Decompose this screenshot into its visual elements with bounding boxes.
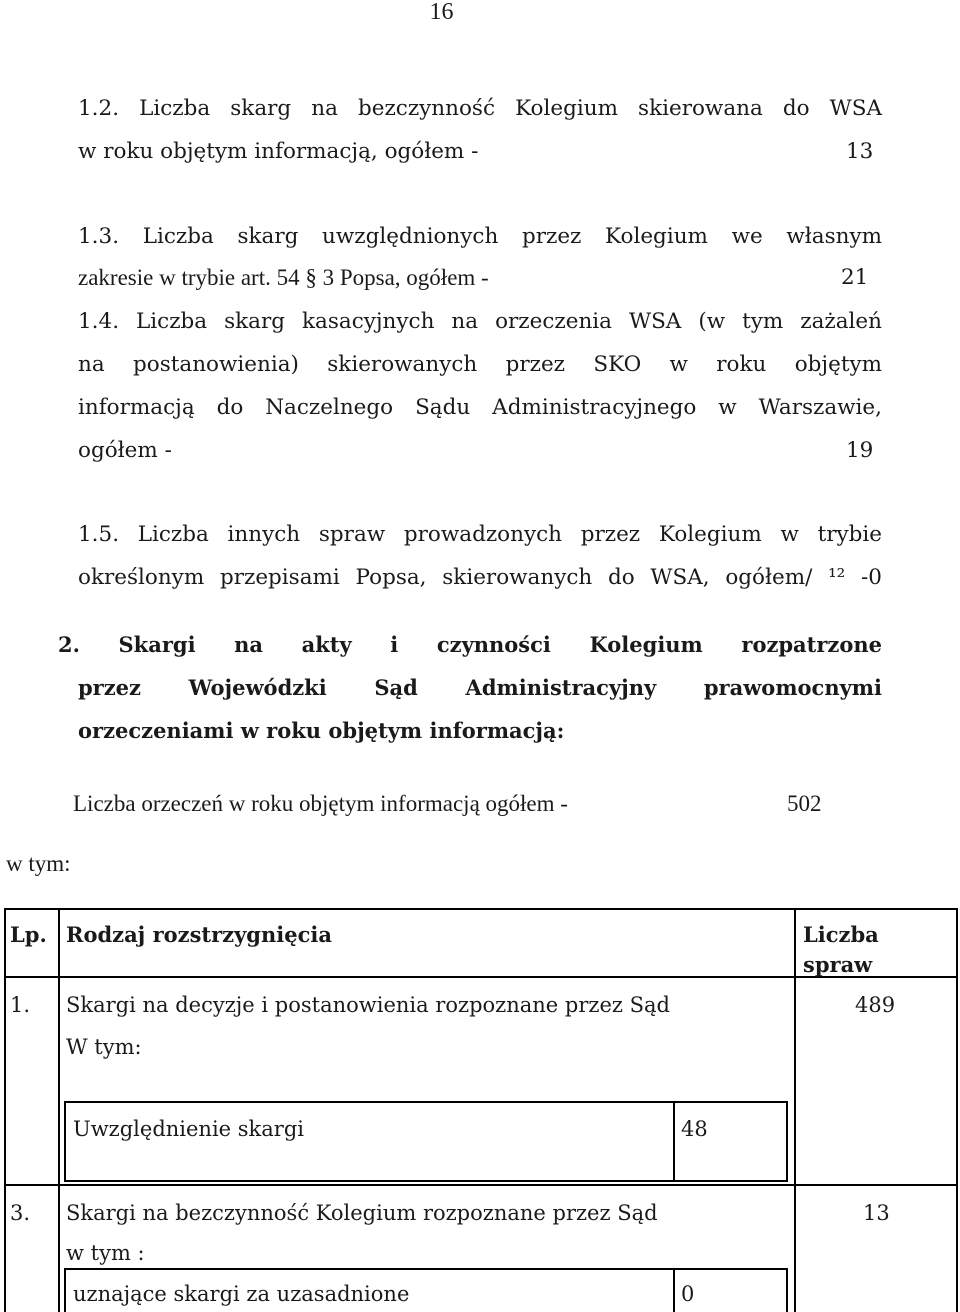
- row1-lp: 1.: [10, 993, 31, 1017]
- row3-text-line1: Skargi na bezczynność Kolegium rozpoznane przez Sąd: [66, 1201, 658, 1225]
- table-top-border: [4, 908, 958, 910]
- row3-text-line2: w tym :: [66, 1241, 145, 1265]
- item-1-3-line1: 1.3. Liczba skarg uwzględnionych przez Kolegium we własnym: [78, 224, 882, 249]
- summary-value: 502: [787, 791, 822, 816]
- section-2-line1: 2. Skargi na akty i czynności Kolegium rozpatrzone: [58, 632, 882, 657]
- row3-sub-mid: [673, 1268, 675, 1312]
- row1-sub-top: [64, 1101, 788, 1103]
- row3-sub-label: uznające skargi za uzasadnione: [73, 1282, 410, 1306]
- section-2-line2: przez Wojewódzki Sąd Administracyjny prawomocnymi: [78, 675, 882, 700]
- header-lp: Lp.: [10, 922, 47, 947]
- row3-lp: 3.: [10, 1201, 31, 1225]
- item-1-3-value: 21: [841, 265, 869, 290]
- row1-sub-bottom: [64, 1180, 788, 1182]
- header-count-line1: Liczba: [803, 922, 879, 947]
- item-1-2-value: 13: [846, 139, 874, 164]
- row1-sub-mid: [673, 1101, 675, 1182]
- row3-sub-top: [64, 1268, 788, 1270]
- row3-sub-value: 0: [681, 1282, 695, 1306]
- item-1-4-value: 19: [846, 438, 874, 463]
- item-1-3-line2: zakresie w trybie art. 54 § 3 Popsa, ogółem -: [78, 265, 489, 290]
- table-row-divider: [4, 1184, 958, 1186]
- table-col-divider-2: [794, 908, 796, 1312]
- item-1-2-line2: w roku objętym informacją, ogółem -: [78, 139, 479, 164]
- table-col-divider-1: [58, 908, 60, 1312]
- item-1-4-line1: 1.4. Liczba skarg kasacyjnych na orzeczenia WSA (w tym zażaleń: [78, 309, 882, 334]
- item-1-5-line2: określonym przepisami Popsa, skierowanych do WSA, ogółem/ ¹² -0: [78, 565, 882, 590]
- header-type: Rodzaj rozstrzygnięcia: [66, 922, 332, 947]
- row1-sub-value: 48: [681, 1117, 708, 1141]
- item-1-2-line1: 1.2. Liczba skarg na bezczynność Kolegium skierowana do WSA: [78, 96, 882, 121]
- item-1-4-line4: ogółem -: [78, 438, 172, 463]
- table-left-border: [4, 908, 6, 1312]
- summary-label: Liczba orzeczeń w roku objętym informacją ogółem -: [73, 791, 568, 816]
- row3-sub-left: [64, 1268, 66, 1312]
- table-right-border: [956, 908, 958, 1312]
- summary-w-tym: w tym:: [6, 851, 71, 876]
- row1-sub-right: [786, 1101, 788, 1182]
- page-number: 16: [429, 0, 454, 25]
- item-1-5-line1: 1.5. Liczba innych spraw prowadzonych przez Kolegium w trybie: [78, 522, 882, 547]
- row1-text-line2: W tym:: [66, 1035, 142, 1059]
- row1-sub-left: [64, 1101, 66, 1182]
- section-2-line3: orzeczeniami w roku objętym informacją:: [78, 718, 565, 743]
- header-count-line2: spraw: [803, 952, 873, 977]
- row1-text-line1: Skargi na decyzje i postanowienia rozpoznane przez Sąd: [66, 993, 670, 1017]
- row3-count: 13: [863, 1201, 890, 1225]
- item-1-4-line3: informacją do Naczelnego Sądu Administracyjnego w Warszawie,: [78, 395, 882, 420]
- item-1-4-line2: na postanowienia) skierowanych przez SKO w roku objętym: [78, 352, 882, 377]
- row3-sub-right: [786, 1268, 788, 1312]
- row1-count: 489: [855, 993, 896, 1017]
- row1-sub-label: Uwzględnienie skargi: [73, 1117, 304, 1141]
